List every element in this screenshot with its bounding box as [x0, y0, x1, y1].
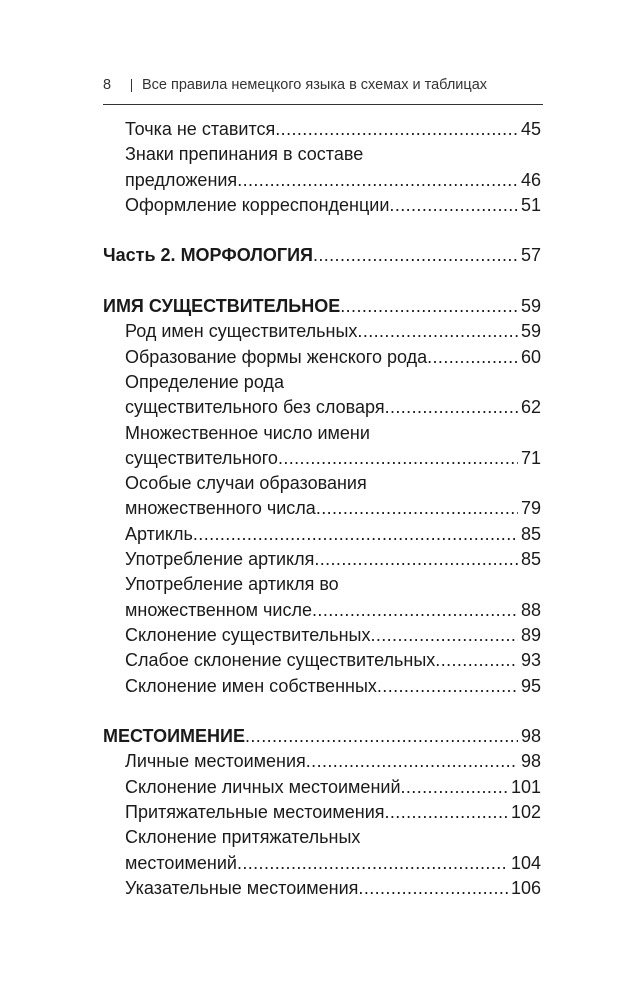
- entry-title: предложения: [125, 169, 238, 190]
- dot-leader: [358, 876, 508, 901]
- toc-section: [103, 243, 541, 268]
- entry-title: Указательные местоимения: [125, 877, 359, 898]
- entry-title: местоимений: [125, 852, 237, 873]
- dot-leader: [385, 800, 508, 825]
- entry-title: Употребление артикля во: [125, 574, 339, 595]
- dot-leader: [357, 319, 518, 344]
- entry-title: Употребление артикля: [125, 549, 315, 570]
- toc-heading[interactable]: [103, 724, 541, 749]
- toc-entry[interactable]: [103, 319, 541, 344]
- entry-title: Слабое склонение существительных: [125, 650, 436, 671]
- toc-entry[interactable]: [103, 775, 541, 800]
- dot-leader: [385, 395, 518, 420]
- entry-page-number: 46: [520, 169, 541, 190]
- entry-page-number: 102: [510, 802, 541, 823]
- entry-page-number: 98: [520, 726, 541, 747]
- page-number: 8: [103, 77, 112, 93]
- entry-title: Образование формы женского рода: [125, 346, 428, 367]
- toc-entry[interactable]: [103, 800, 541, 825]
- toc-entry[interactable]: [103, 421, 541, 472]
- entry-page-number: 93: [520, 650, 541, 671]
- toc-entry[interactable]: [103, 142, 541, 193]
- dot-leader: [316, 496, 518, 521]
- entry-title: Точка не ставится: [125, 119, 276, 139]
- dot-leader: [237, 851, 508, 876]
- toc-section: [103, 117, 541, 218]
- dot-leader: [377, 674, 518, 699]
- entry-page-number: 60: [520, 346, 541, 367]
- toc-entry[interactable]: [103, 345, 541, 370]
- entry-title: множественного числа: [125, 498, 316, 519]
- toc-entry[interactable]: [103, 547, 541, 572]
- dot-leader: [435, 648, 518, 673]
- entry-page-number: 45: [520, 119, 541, 139]
- toc-section: [103, 294, 541, 699]
- running-header: [103, 77, 543, 93]
- entry-page-number: 59: [520, 296, 541, 317]
- dot-leader: [314, 547, 518, 572]
- entry-title: существительного без словаря: [125, 397, 385, 418]
- entry-page-number: 71: [520, 447, 541, 468]
- entry-title: Притяжательные местоимения: [125, 802, 385, 823]
- toc-entry[interactable]: [103, 471, 541, 522]
- entry-page-number: 57: [520, 245, 541, 266]
- dot-leader: [193, 522, 518, 547]
- entry-page-number: 106: [510, 877, 541, 898]
- toc-heading[interactable]: [103, 294, 541, 319]
- entry-page-number: 95: [520, 675, 541, 696]
- dot-leader: [312, 598, 518, 623]
- dot-leader: [370, 623, 518, 648]
- entry-page-number: 51: [520, 194, 541, 215]
- entry-page-number: 62: [520, 397, 541, 418]
- dot-leader: [427, 345, 518, 370]
- entry-page-number: 104: [510, 852, 541, 873]
- entry-title: Множественное число имени: [125, 422, 370, 443]
- toc-entry[interactable]: [103, 522, 541, 547]
- dot-leader: [237, 168, 518, 193]
- dot-leader: [278, 446, 518, 471]
- entry-title: Склонение существительных: [125, 624, 371, 645]
- entry-title: Личные местоимения: [125, 751, 306, 772]
- toc-entry[interactable]: [103, 572, 541, 623]
- entry-title: Знаки препинания в составе: [125, 144, 364, 165]
- toc-entry[interactable]: [103, 370, 541, 421]
- dot-leader: [401, 775, 508, 800]
- toc-entry[interactable]: [103, 117, 541, 142]
- toc-heading[interactable]: [103, 243, 541, 268]
- toc-entry[interactable]: [103, 623, 541, 648]
- entry-title: Определение рода: [125, 371, 284, 392]
- entry-page-number: 101: [510, 776, 541, 797]
- toc-entry[interactable]: [103, 876, 541, 901]
- entry-title: Склонение личных местоимений: [125, 776, 401, 797]
- entry-title: МЕСТОИМЕНИЕ: [103, 726, 245, 747]
- toc-entry[interactable]: [103, 674, 541, 699]
- header-separator: [131, 79, 132, 92]
- entry-page-number: 85: [520, 549, 541, 570]
- toc-entry[interactable]: [103, 749, 541, 774]
- entry-title: существительного: [125, 447, 278, 468]
- dot-leader: [245, 724, 518, 749]
- toc-entry[interactable]: [103, 193, 541, 218]
- entry-title: Особые случаи образования: [125, 473, 367, 494]
- entry-page-number: 85: [520, 523, 541, 544]
- entry-title: Склонение имен собственных: [125, 675, 377, 696]
- toc-entry[interactable]: [103, 648, 541, 673]
- toc-section: [103, 724, 541, 901]
- dot-leader: [306, 749, 518, 774]
- entry-title: Оформление корреспонденции: [125, 194, 390, 215]
- entry-page-number: 59: [520, 321, 541, 342]
- entry-title: Склонение притяжательных: [125, 827, 361, 848]
- table-of-contents: [103, 117, 541, 901]
- entry-page-number: 88: [520, 599, 541, 620]
- entry-title: множественном числе: [125, 599, 313, 620]
- toc-entry[interactable]: [103, 825, 541, 876]
- book-title: Все правила немецкого языка в схемах и таблицах: [142, 77, 488, 93]
- entry-title: Часть 2. МОРФОЛОГИЯ: [103, 245, 313, 266]
- entry-title: Артикль: [125, 523, 193, 544]
- entry-title: ИМЯ СУЩЕСТВИТЕЛЬНОЕ: [103, 296, 341, 317]
- entry-page-number: 89: [520, 624, 541, 645]
- entry-title: Род имен существительных: [125, 321, 358, 342]
- dot-leader: [313, 243, 518, 268]
- header-rule: [103, 104, 543, 105]
- entry-page-number: 98: [520, 751, 541, 772]
- dot-leader: [389, 193, 518, 218]
- entry-page-number: 79: [520, 498, 541, 519]
- dot-leader: [275, 117, 518, 142]
- dot-leader: [340, 294, 518, 319]
